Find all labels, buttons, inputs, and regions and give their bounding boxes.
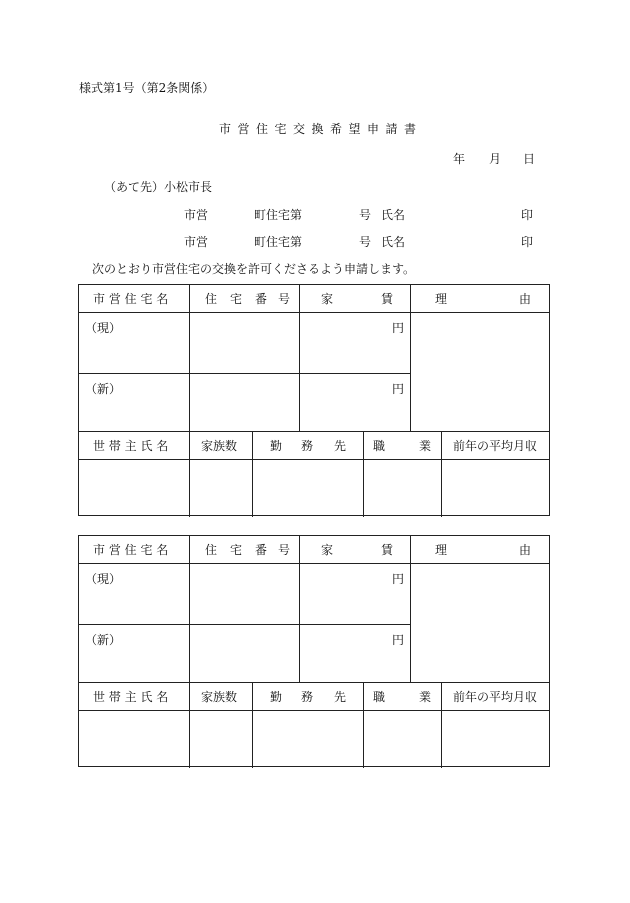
row-new-label: （新） [85,633,122,647]
header-char: 賃 [381,543,394,557]
header-household-head: 世 帯 主 氏 名 [93,690,169,704]
header-char: 由 [519,292,532,306]
applicant-prefix: 市営 [184,235,209,249]
header-char: 務 [301,690,314,704]
row-current-label: （現） [85,572,122,586]
date-year-label: 年 [453,152,466,166]
header-family-size: 家族数 [201,439,238,453]
header-char: 先 [334,439,347,453]
header-char: 勤 [270,439,283,453]
header-char: 家 [321,543,334,557]
header-char: 宅 [230,292,243,306]
header-char: 先 [334,690,347,704]
header-char: 業 [419,690,432,704]
date-month-label: 月 [489,152,502,166]
header-char: 職 [373,439,386,453]
yen-label: 円 [392,572,405,586]
header-household-head: 世 帯 主 氏 名 [93,439,169,453]
applicant-prefix: 市営 [184,208,209,222]
seal-label: 印 [521,208,534,222]
yen-label: 円 [392,382,405,396]
applicant-town: 町住宅第 [254,208,303,222]
header-char: 号 [278,543,291,557]
applicant-number: 号 [359,208,372,222]
seal-label: 印 [521,235,534,249]
applicant-name-label: 氏名 [381,235,406,249]
header-char: 職 [373,690,386,704]
applicant-town: 町住宅第 [254,235,303,249]
title-text: 市営住宅交換希望申請書 [219,122,423,136]
header-char: 住 [205,543,218,557]
exchange-table [78,284,550,516]
date-day-label: 日 [523,152,536,166]
header-char: 勤 [270,690,283,704]
form-id: 様式第1号（第2条関係） [79,81,215,95]
header-char: 務 [301,439,314,453]
yen-label: 円 [392,321,405,335]
yen-label: 円 [392,633,405,647]
header-housing-name: 市 営 住 宅 名 [93,292,169,306]
applicant-number: 号 [359,235,372,249]
row-new-label: （新） [85,382,122,396]
applicant-name-label: 氏名 [381,208,406,222]
document-title [219,122,430,136]
header-char: 宅 [230,543,243,557]
header-avg-income: 前年の平均月収 [453,690,538,704]
row-current-label: （現） [85,321,122,335]
header-housing-name: 市 営 住 宅 名 [93,543,169,557]
header-char: 理 [435,292,448,306]
exchange-table [78,535,550,767]
header-char: 理 [435,543,448,557]
header-char: 業 [419,439,432,453]
header-char: 賃 [381,292,394,306]
header-char: 号 [278,292,291,306]
header-avg-income: 前年の平均月収 [453,439,538,453]
header-char: 番 [255,292,268,306]
header-family-size: 家族数 [201,690,238,704]
header-char: 由 [519,543,532,557]
header-char: 番 [255,543,268,557]
header-char: 家 [321,292,334,306]
addressee: （あて先）小松市長 [104,180,213,194]
intro-text: 次のとおり市営住宅の交換を許可くださるよう申請します。 [92,262,416,276]
header-char: 住 [205,292,218,306]
